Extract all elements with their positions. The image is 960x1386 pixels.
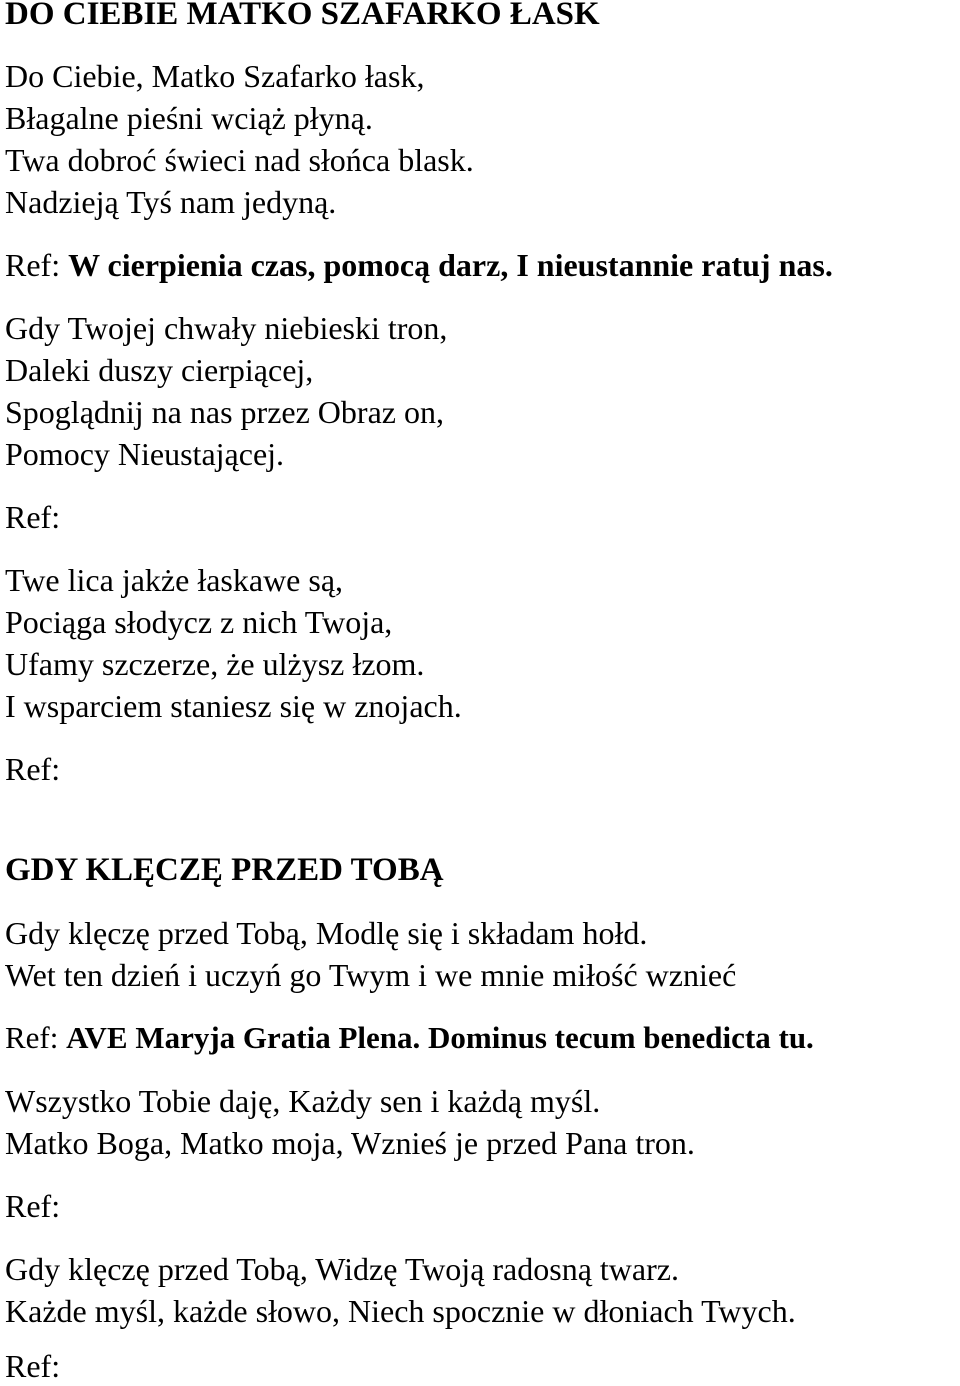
song1-stanza2-line4: Pomocy Nieustającej. [5, 436, 285, 472]
song2-refrain-text: AVE Maryja Gratia Plena. Dominus tecum benedicta tu. [66, 1020, 814, 1055]
song1-ref3: Ref: [5, 751, 61, 787]
song1-stanza3-line4: I wsparciem staniesz się w znojach. [5, 688, 462, 724]
song1-stanza3-line1: Twe lica jakże łaskawe są, [5, 562, 344, 598]
song2-stanza2-line1: Wszystko Tobie daję, Każdy sen i każdą myśl. [5, 1083, 601, 1119]
song1-stanza2-line2: Daleki duszy cierpiącej, [5, 352, 314, 388]
song2-stanza3-line1: Gdy klęczę przed Tobą, Widzę Twoją radosną twarz. [5, 1251, 679, 1287]
song1-refrain-prefix: Ref: [5, 247, 61, 283]
song-title-2: GDY KLĘCZĘ PRZED TOBĄ [5, 852, 444, 888]
song2-ref2: Ref: [5, 1188, 61, 1224]
song2-stanza1-line1: Gdy klęczę przed Tobą, Modlę się i składam hołd. [5, 915, 648, 951]
song2-stanza2-line2: Matko Boga, Matko moja, Wznieś je przed Pana tron. [5, 1125, 695, 1161]
song1-stanza1-line1: Do Ciebie, Matko Szafarko łask, [5, 58, 425, 94]
song1-stanza1-line3: Twa dobroć świeci nad słońca blask. [5, 142, 474, 178]
song1-stanza2-line1: Gdy Twojej chwały niebieski tron, [5, 310, 448, 346]
song2-refrain-prefix: Ref: [5, 1020, 59, 1055]
song1-stanza3-line3: Ufamy szczerze, że ulżysz łzom. [5, 646, 425, 682]
song2-refrain [5, 1018, 814, 1058]
song1-stanza1-line2: Błagalne pieśni wciąż płyną. [5, 100, 373, 136]
song2-stanza3-line2: Każde myśl, każde słowo, Niech spocznie w dłoniach Twych. [5, 1293, 796, 1329]
song1-refrain-text: W cierpienia czas, pomocą darz, I nieustannie ratuj nas. [68, 247, 833, 283]
song1-ref2: Ref: [5, 499, 61, 535]
song1-stanza1-line4: Nadzieją Tyś nam jedyną. [5, 184, 337, 220]
song1-stanza2-line3: Spoglądnij na nas przez Obraz on, [5, 394, 444, 430]
song1-refrain [5, 245, 833, 285]
song-title-1: DO CIEBIE MATKO SZAFARKO ŁASK [5, 0, 600, 32]
song1-stanza3-line2: Pociąga słodycz z nich Twoja, [5, 604, 393, 640]
song2-stanza1-line2: Wet ten dzień i uczyń go Twym i we mnie miłość wznieć [5, 957, 737, 993]
song2-ref3: Ref: [5, 1348, 61, 1384]
